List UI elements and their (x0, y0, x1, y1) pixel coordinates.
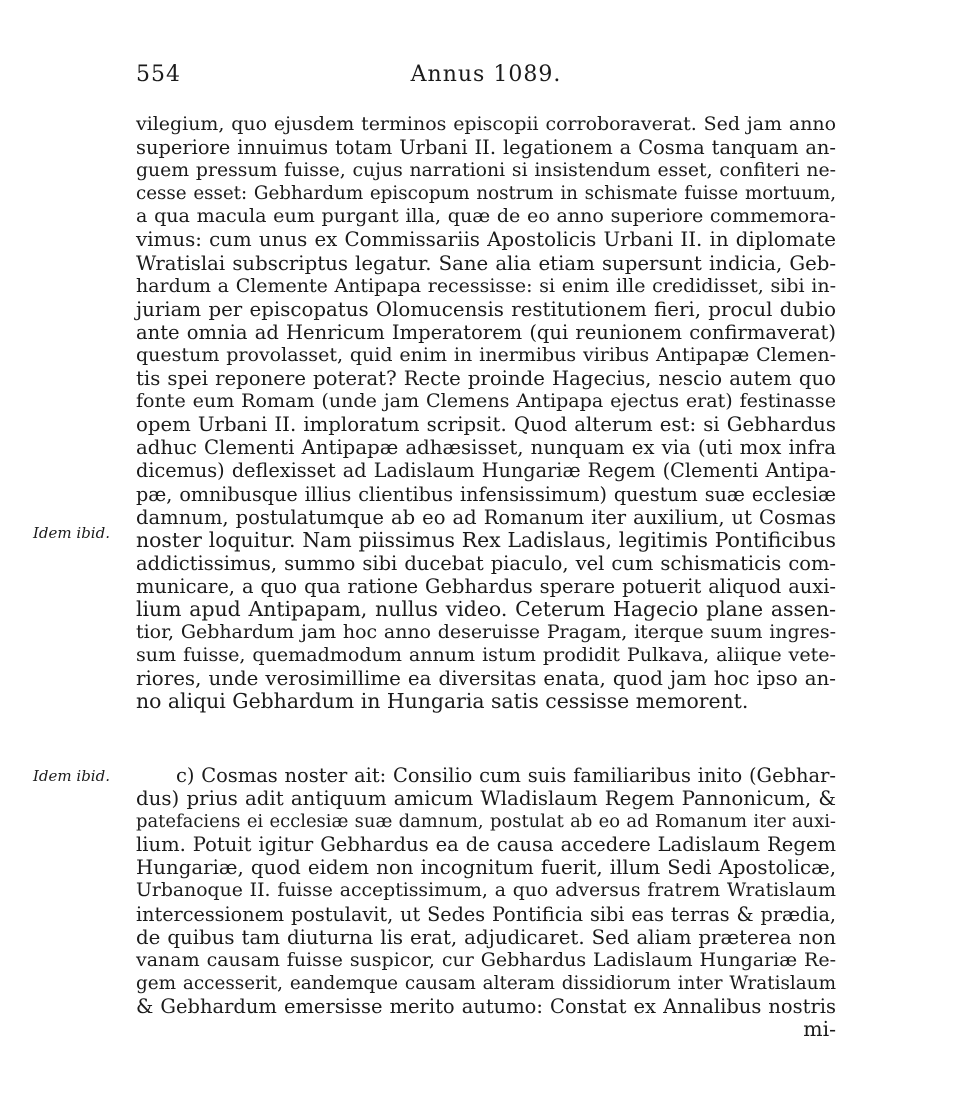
text-line: a qua macula eum purgant illa, quæ de eo anno superiore commemora- (136, 205, 836, 228)
text-line: lium apud Antipapam, nullus video. Ceterum Hagecio plane assen- (136, 596, 836, 621)
text-line: sum fuisse, quemadmodum annum istum prodidit Pulkava, aliique vete- (136, 644, 836, 667)
text-line: juriam per episcopatus Olomucensis restitutionem fieri, procul dubio (136, 297, 836, 321)
text-line: de quibus tam diuturna lis erat, adjudicaret. Sed aliam præterea non (136, 925, 836, 949)
text-line: municare, a quo qua ratione Gebhardus sperare potuerit aliquod auxi- (136, 574, 836, 598)
text-line: addictissimus, summo sibi ducebat piaculo, vel cum schismaticis com- (136, 551, 836, 575)
page-header (136, 62, 836, 102)
text-line: adhuc Clementi Antipapæ adhæsisset, nunquam ex via (uti mox infra (136, 436, 836, 460)
text-line: vimus: cum unus ex Commissariis Apostolicis Urbani II. in diplomate (136, 228, 836, 252)
text-line: vilegium, quo ejusdem terminos episcopii corroboraverat. Sed jam anno (136, 113, 836, 135)
text-line: fonte eum Romam (unde jam Clemens Antipapa ejectus erat) festinasse (136, 390, 836, 413)
margin-note: Idem ibid. (33, 767, 110, 785)
text-line: cesse esset: Gebhardum episcopum nostrum in schismate fuisse mortuum, (136, 183, 836, 205)
text-line: patefaciens ei ecclesiæ suæ damnum, postulat ab eo ad Romanum iter auxi- (136, 811, 836, 833)
paragraph-footnote (136, 764, 836, 1041)
text-line: questum provolasset, quid enim in inermibus viribus Antipapæ Clemen- (136, 343, 836, 366)
text-line: c) Cosmas noster ait: Consilio cum suis familiaribus inito (Gebhar- (176, 764, 836, 787)
text-line: lium. Potuit igitur Gebhardus ea de causa accedere Ladislaum Regem (136, 833, 836, 857)
text-line: intercessionem postulavit, ut Sedes Pontificia sibi eas terras & prædia, (136, 902, 836, 926)
text-line: pæ, omnibusque illius clientibus infensissimum) questum suæ ecclesiæ (136, 482, 836, 506)
text-line: Hungariæ, quod eidem non incognitum fuerit, illum Sedi Apostolicæ, (136, 856, 836, 880)
page-number: 554 (136, 62, 181, 87)
text-line: damnum, postulatumque ab eo ad Romanum iter auxilium, ut Cosmas (136, 505, 836, 529)
text-line: riores, unde verosimillime ea diversitas enata, quod jam hoc ipso an- (136, 667, 836, 691)
text-line: opem Urbani II. imploratum scripsit. Quod alterum est: si Gebhardus (136, 413, 836, 437)
text-line: noster loquitur. Nam piissimus Rex Ladislaus, legitimis Pontificibus (136, 527, 836, 552)
text-line: Wratislai subscriptus legatur. Sane alia etiam supersunt indicia, Geb- (136, 251, 836, 275)
text-line: Urbanoque II. fuisse acceptissimum, a quo adversus fratrem Wratislaum (136, 880, 836, 902)
text-line: dicemus) deflexisset ad Ladislaum Hungariæ Regem (Clementi Antipa- (136, 459, 836, 483)
text-line: tis spei reponere poterat? Recte proinde Hagecius, nescio autem quo (136, 367, 836, 391)
text-line: guem pressum fuisse, cujus narrationi si insistendum esset, confiteri ne- (136, 160, 836, 182)
text-line: superiore innuimus totam Urbani II. legationem a Cosma tanquam an- (136, 136, 836, 160)
paragraph-main (136, 113, 836, 713)
text-line: no aliqui Gebhardum in Hungaria satis cessisse memorent. (136, 689, 749, 714)
text-line: gem accesserit, eandemque causam alteram dissidiorum inter Wratislaum (136, 972, 836, 994)
text-line: & Gebhardum emersisse merito autumo: Constat ex Annalibus nostris (136, 994, 836, 1018)
margin-note: Idem ibid. (33, 524, 110, 542)
catchword: mi- (803, 1017, 836, 1042)
text-line: vanam causam fuisse suspicor, cur Gebhardus Ladislaum Hungariæ Re- (136, 948, 836, 971)
text-line: tior, Gebhardum jam hoc anno deseruisse Pragam, iterque suum ingres- (136, 621, 836, 644)
text-line: dus) prius adit antiquum amicum Wladislaum Regem Pannonicum, & (136, 787, 836, 811)
running-title: Annus 1089. (410, 62, 562, 87)
text-line: hardum a Clemente Antipapa recessisse: si enim ille credidisset, sibi in- (136, 274, 836, 297)
text-line: ante omnia ad Henricum Imperatorem (qui reunionem confirmaverat) (136, 320, 836, 344)
